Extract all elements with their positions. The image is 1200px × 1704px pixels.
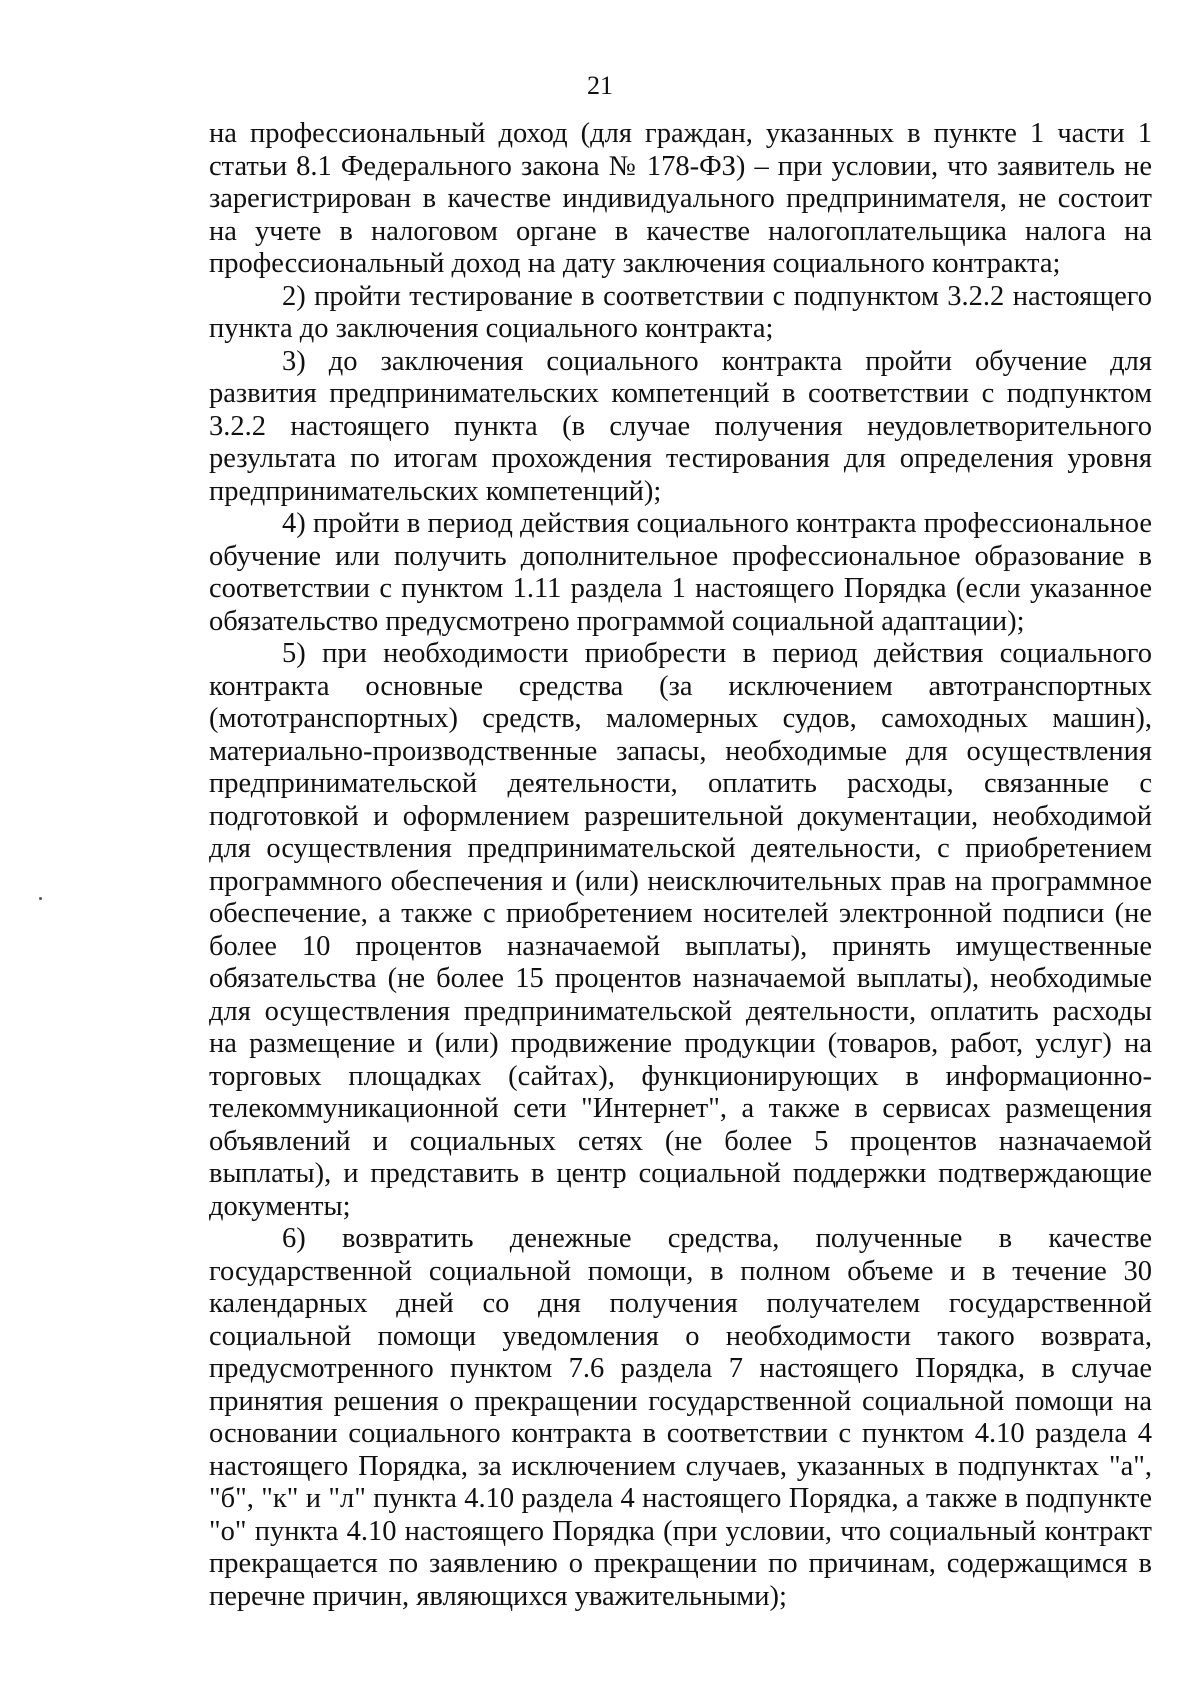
document-body (209, 118, 1152, 1613)
paragraph-item-2: 2) пройти тестирование в соответствии с подпунктом 3.2.2 настоящего пункта до заключения социального контракта; (209, 280, 1152, 344)
page-number: 21 (587, 71, 613, 100)
paragraph-item-4: 4) пройти в период действия социального контракта профессиональное обучение или получить дополнительное профессиональное образование в соответствии с пунктом 1.11 раздела 1 настоящего Порядка (если указанное обязательство предусмотрено программой социальной адаптации); (209, 508, 1152, 637)
paragraph-item-3: 3) до заключения социального контракта пройти обучение для развития предпринимательских компетенций в соответствии с подпунктом 3.2.2 настоящего пункта (в случае получения неудовлетворительного результата по итогам прохождения тестирования для определения уровня предпринимательских компетенций); (209, 345, 1152, 507)
scan-speck (39, 897, 42, 900)
paragraph-item-5: 5) при необходимости приобрести в период действия социального контракта основные средства (за исключением автотранспортных (мототранспортных) средств, маломерных судов, самоходных машин), материально-производственные запасы, необходимые для осуществления предпринимательской деятельности, оплатить расходы, связанные с подготовкой и оформлением разрешительной документации, необходимой для осуществления предпринимательской деятельности, с приобретением программного обеспечения и (или) неисключительных прав на программное обеспечение, а также с приобретением носителей электронной подписи (не более 10 процентов назначаемой выплаты), принять имущественные обязательства (не более 15 процентов назначаемой выплаты), необходимые для осуществления предпринимательской деятельности, оплатить расходы на размещение и (или) продвижение продукции (товаров, работ, услуг) на торговых площадках (сайтах), функционирующих в информационно-телекоммуникационной сети "Интернет", а также в сервисах размещения объявлений и социальных сетях (не более 5 процентов назначаемой выплаты), и представить в центр социальной поддержки подтверждающие документы; (209, 638, 1152, 1222)
paragraph-continuation: на профессиональный доход (для граждан, указанных в пункте 1 части 1 статьи 8.1 Федерального закона № 178-ФЗ) – при условии, что заявитель не зарегистрирован в качестве индивидуального предпринимателя, не состоит на учете в налоговом органе в качестве налогоплательщика налога на профессиональный доход на дату заключения социального контракта; (209, 118, 1152, 279)
paragraph-item-6: 6) возвратить денежные средства, полученные в качестве государственной социальной помощи, в полном объеме и в течение 30 календарных дней со дня получения получателем государственной социальной помощи уведомления о необходимости такого возврата, предусмотренного пунктом 7.6 раздела 7 настоящего Порядка, в случае принятия решения о прекращении государственной социальной помощи на основании социального контракта в соответствии с пунктом 4.10 раздела 4 настоящего Порядка, за исключением случаев, указанных в подпунктах "а", "б", "к" и "л" пункта 4.10 раздела 4 настоящего Порядка, а также в подпункте "о" пункта 4.10 настоящего Порядка (при условии, что социальный контракт прекращается по заявлению о прекращении по причинам, содержащимся в перечне причин, являющихся уважительными); (209, 1223, 1152, 1612)
